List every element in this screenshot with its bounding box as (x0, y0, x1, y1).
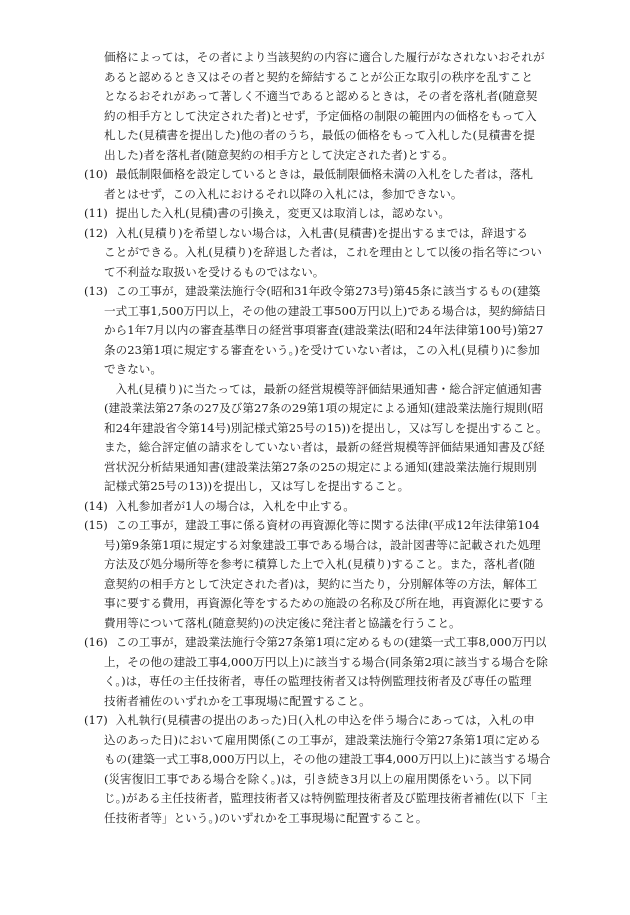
text-line: 者とはせず，この入札におけるそれ以降の入札には，参加できない。 (104, 186, 463, 201)
item-number: (15) (84, 518, 108, 532)
text-line: 出した)者を落札者(随意契約の相手方として決定された者)とする。 (104, 147, 454, 162)
text-line: から1年7月以内の審査基準日の経営事項審査(建設業法(昭和24年法律第100号)第27 (104, 323, 544, 337)
text-line: 号)第9条第1項に規定する対象建設工事である場合は，設計図書等に記載された処理 (104, 537, 541, 552)
text-line: 技術者補佐のいずれかを工事現場に配置すること。 (104, 693, 371, 708)
text-line: あると認めるとき又はその者と契約を締結することが公正な取引の秩序を乱すこと (104, 69, 533, 84)
text-line: となるおそれがあって著しく不適当であると認めるときは，その者を落札者(随意契 (104, 89, 538, 103)
text-line: 和24年建設省令第14号)別記様式第25号の15))を提出し，又は写しを提出すること。 (104, 420, 548, 435)
text-line: 入札執行(見積書の提出のあった)日(入札の申込を伴う場合にあっては，入札の申 (104, 713, 535, 727)
text-line: この工事が，建設工事に係る資材の再資源化等に関する法律(平成12年法律第104 (104, 518, 540, 532)
text-line: この工事が，建設業法施行令(昭和31年政令第273号)第45条に該当するもの(建築 (104, 284, 541, 298)
text-line: 提出した入札(見積)書の引換え，変更又は取消しは，認めない。 (104, 206, 450, 220)
text-line: 入札参加者が1人の場合は，入札を中止する。 (104, 498, 355, 513)
text-line: 条の23第1項に規定する審査をいう。)を受けていない者は，この入札(見積り)に参加 (104, 342, 540, 357)
text-line: 営状況分析結果通知書(建設業法第27条の25の規定による通知(建設業法施行規則別 (104, 459, 537, 474)
text-line: く。)は，専任の主任技術者，専任の監理技術者又は特例監理技術者及び専任の監理 (104, 674, 532, 688)
text-line: この工事が，建設業法施行令第27条第1項に定めるもの(建築一式工事8,000万円以 (104, 635, 547, 649)
text-line: (建設業法第27条の27及び第27条の29第1項の規定による通知(建設業法施行規則(昭 (104, 401, 544, 415)
text-line: 入札(見積り)に当たっては，最新の経営規模等評価結果通知書・総合評定値通知書 (104, 381, 543, 396)
text-line: ことができる。入札(見積り)を辞退した者は，これを理由として以後の指名等につい (104, 245, 542, 259)
item-number: (12) (84, 225, 108, 240)
text-line: 方法及び処分場所等を参考に積算した上で入札(見積り)すること。また，落札者(随 (104, 557, 535, 571)
text-line: 一式工事1,500万円以上，その他の建設工事500万円以上)である場合は，契約締結日 (104, 303, 547, 318)
text-line: 入札(見積り)を希望しない場合は，入札書(見積書)を提出するまでは，辞退する (104, 225, 528, 240)
text-line: もの(建築一式工事8,000万円以上，その他の建設工事4,000万円以上)に該当する場合 (104, 752, 551, 766)
item-number: (16) (84, 635, 108, 649)
item-number: (13) (84, 284, 108, 298)
text-line: できない。 (104, 362, 162, 376)
item-number: (14) (84, 498, 108, 513)
text-line: 上，その他の建設工事4,000万円以上)に該当する場合(同条第2項に該当する場合を除 (104, 654, 548, 669)
text-line: 込のあった日)において雇用関係(この工事が，建設業法施行令第27条第1項に定める (104, 732, 541, 747)
text-line: 最低制限価格を設定しているときは，最低制限価格未満の入札をした者は，落札 (104, 167, 533, 181)
text-line: (災害復旧工事である場合を除く。)は，引き続き3月以上の雇用関係をいう。以下同 (104, 771, 532, 786)
text-line: 任技術者等」という。)のいずれかを工事現場に配置すること。 (104, 810, 428, 825)
text-line: 約の相手方として決定された者)とせず，予定価格の制限の範囲内の価格をもって入 (104, 108, 537, 123)
text-line: また，総合評定値の請求をしていない者は，最新の経営規模等評価結果通知書及び経 (104, 440, 545, 454)
item-number: (10) (84, 167, 108, 181)
text-line: じ。)がある主任技術者，監理技術者又は特例監理技術者及び監理技術者補佐(以下「主 (104, 791, 548, 805)
text-line: 事に要する費用，再資源化等をするための施設の名称及び所在地，再資源化に要する (104, 596, 545, 610)
text-line: 記様式第25号の13))を提出し，又は写しを提出すること。 (104, 479, 410, 493)
item-number: (11) (84, 206, 108, 220)
item-number: (17) (84, 713, 108, 727)
text-line: 札した(見積書を提出した)他の者のうち，最低の価格をもって入札した(見積書を提 (104, 128, 535, 142)
text-line: 費用等について落札(随意契約)の決定後に発注者と協議を行うこと。 (104, 615, 461, 630)
text-line: 意契約の相手方として決定された者)は，契約に当たり，分別解体等の方法，解体工 (104, 576, 538, 591)
text-line: 価格によっては，その者により当該契約の内容に適合した履行がなされないおそれが (104, 50, 545, 64)
text-line: て不利益な取扱いを受けるものではない。 (104, 264, 325, 279)
